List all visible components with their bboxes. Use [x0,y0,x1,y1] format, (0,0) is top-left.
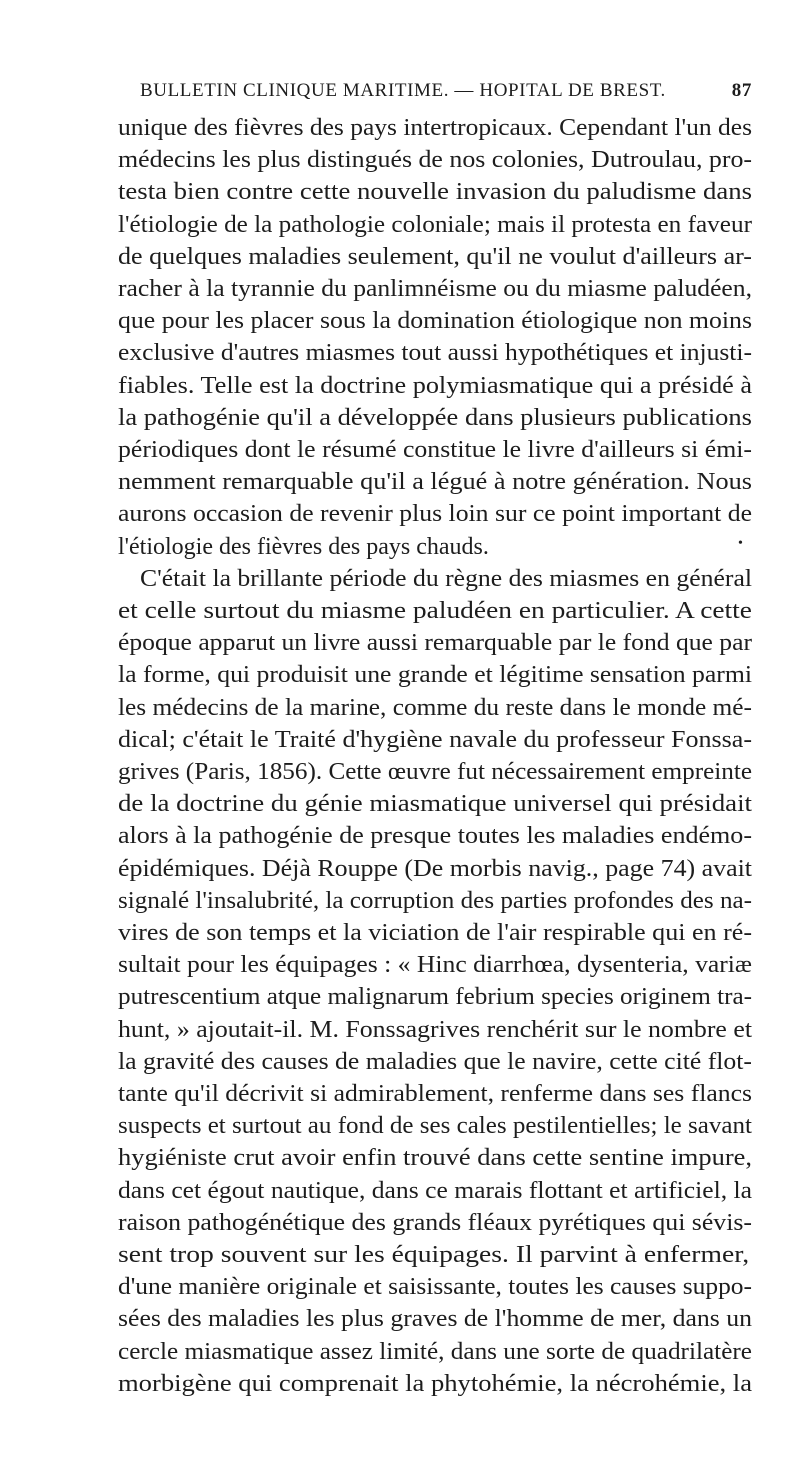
text-line [0,820,800,852]
text-line [0,1303,800,1335]
text-line [0,370,800,402]
text-line-content: périodiques dont le résumé constitue le livre d'ailleurs si émi- [118,437,752,463]
text-line-content: les médecins de la marine, comme du reste dans le monde mé- [118,694,752,721]
text-line [0,1368,800,1400]
text-line-content: putrescentium atque malignarum febrium species originem tra- [118,984,752,1011]
text-line-content: racher à la tyrannie du panlimnéisme ou du miasme paludéen, [118,276,752,302]
text-line [0,434,800,466]
text-line [0,531,800,563]
text-line [0,1207,800,1239]
text-line-content: testa bien contre cette nouvelle invasion du paludisme dans [118,179,752,206]
text-line-content: exclusive d'autres miasmes tout aussi hypothétiques et injusti- [118,340,752,367]
text-line-content: la forme, qui produisit une grande et légitime sensation parmi [118,662,752,689]
text-line [0,1014,800,1046]
text-line [0,949,800,981]
text-line-content: de quelques maladies seulement, qu'il ne voulut d'ailleurs ar- [118,243,752,270]
text-line-content: d'une manière originale et saisissante, toutes les causes suppo- [118,1274,752,1301]
text-line-content: hygiéniste crut avoir enfin trouvé dans cette sentine impure, [118,1145,752,1172]
text-line [0,144,800,176]
text-line [0,563,800,595]
text-line-content: nemment remarquable qu'il a légué à notre génération. Nous [118,469,752,496]
text-line-content: suspects et surtout au fond de ses cales pestilentielles; le savant [118,1113,752,1140]
text-line [0,112,800,144]
text-line-content: grives (Paris, 1856). Cette œuvre fut nécessairement empreinte [118,759,752,785]
text-line-content: l'étiologie des fièvres des pays chauds. [118,533,489,560]
text-line [0,1110,800,1142]
text-line [0,1239,800,1271]
text-line [0,917,800,949]
text-line-content: raison pathogénétique des grands fléaux pyrétiques qui sévis- [118,1209,752,1236]
text-line-content: dical; c'était le Traité d'hygiène navale du professeur Fonssa- [118,726,752,753]
text-line-content: sent trop souvent sur les équipages. Il parvint à enfermer, [118,1242,750,1268]
text-line-content: alors à la pathogénie de presque toutes les maladies endémo- [118,823,752,850]
text-line-content: médecins les plus distingués de nos colonies, Dutroulau, pro- [118,147,752,174]
text-line [0,402,800,434]
text-line-content: C'était la brillante période du règne des miasmes en général [140,565,752,592]
text-line-content: unique des fièvres des pays intertropicaux. Cependant l'un des [118,115,752,141]
text-line [0,337,800,369]
text-line-content: que pour les placer sous la domination étiologique non moins [118,308,752,335]
page-number: 87 [731,80,752,101]
text-line [0,981,800,1013]
text-line [0,756,800,788]
text-line [0,209,800,241]
text-line [0,627,800,659]
text-line [0,1336,800,1368]
text-line-content: sées des maladies les plus graves de l'homme de mer, dans un [118,1306,752,1333]
text-line-content: l'étiologie de la pathologie coloniale; mais il protesta en faveur [118,211,752,238]
text-line-content: signalé l'insalubrité, la corruption des parties profondes des na- [118,887,752,914]
text-line-content: la gravité des causes de maladies que le navire, cette cité flot- [118,1048,752,1075]
text-line [0,1078,800,1110]
text-line-content: de la doctrine du génie miasmatique universel qui présidait [118,791,752,818]
text-line [0,724,800,756]
text-line [0,466,800,498]
text-line-content: hunt, » ajoutait-il. M. Fonssagrives renchérit sur le nombre et [118,1016,752,1043]
text-line [0,853,800,885]
running-head: BULLETIN CLINIQUE MARITIME. — HOPITAL DE BREST. [140,80,666,101]
text-line-content: morbigène qui comprenait la phytohémie, la nécrohémie, la [118,1370,752,1397]
text-line-content: épidémiques. Déjà Rouppe (De morbis navig., page 74) avait [118,855,752,882]
text-line [0,498,800,530]
margin-mark: • [738,536,743,551]
text-line [0,1046,800,1078]
text-line [0,659,800,691]
text-line [0,788,800,820]
text-line-content: aurons occasion de revenir plus loin sur ce point important de [118,501,752,528]
text-line [0,692,800,724]
text-line-content: sultait pour les équipages : « Hinc diarrhœa, dysenteria, variæ [118,952,752,979]
text-line [0,305,800,337]
text-line-content: la pathogénie qu'il a développée dans plusieurs publications [118,404,752,431]
text-line-content: vires de son temps et la viciation de l'air respirable qui en ré- [118,920,752,946]
text-line-content: et celle surtout du miasme paludéen en particulier. A cette [118,598,752,624]
text-line [0,273,800,305]
text-line [0,241,800,273]
text-line [0,1175,800,1207]
text-line [0,176,800,208]
text-line [0,595,800,627]
text-line-content: tante qu'il décrivit si admirablement, renferme dans ses flancs [118,1081,752,1107]
text-line [0,1142,800,1174]
text-line-content: dans cet égout nautique, dans ce marais flottant et artificiel, la [118,1177,752,1204]
text-line-content: fiables. Telle est la doctrine polymiasmatique qui a présidé à [118,372,752,399]
text-line [0,1271,800,1303]
text-line [0,885,800,917]
text-line-content: cercle miasmatique assez limité, dans une sorte de quadrilatère [118,1338,752,1365]
text-line-content: époque apparut un livre aussi remarquable par le fond que par [118,630,752,657]
